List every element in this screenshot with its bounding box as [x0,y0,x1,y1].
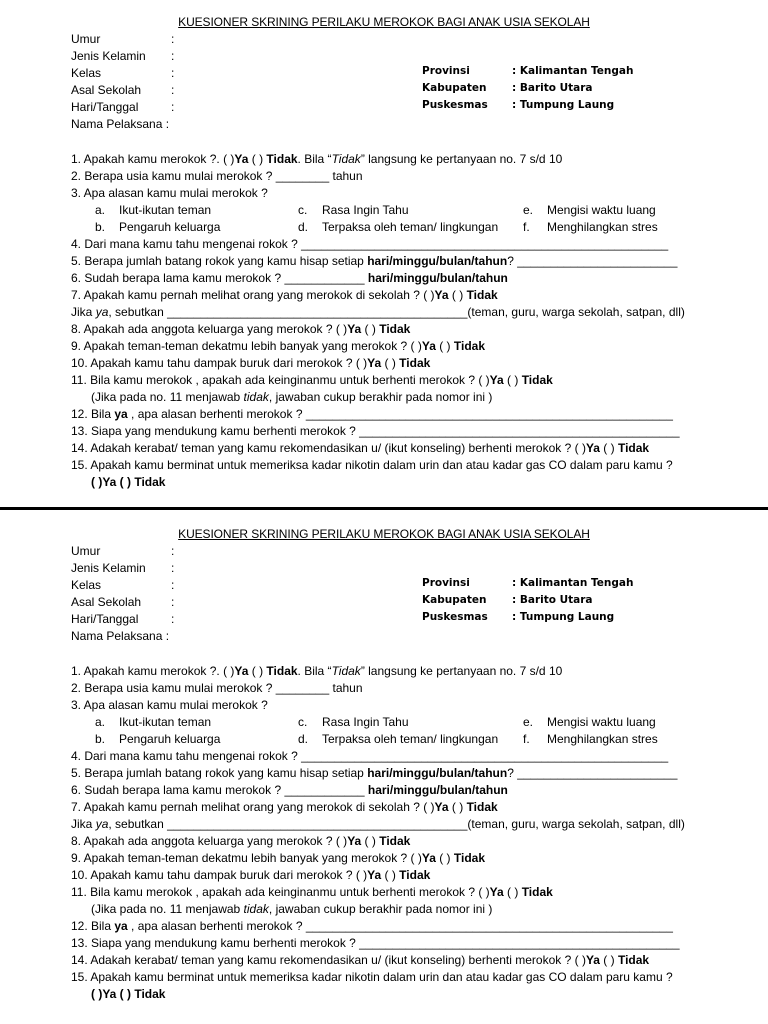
option-text: Rasa Ingin Tahu [322,203,409,217]
option-text: Ikut-ikutan teman [119,203,212,217]
q3-options-row-1 [71,714,751,731]
q10-text: 10. Apakah kamu tahu dampak buruk dari merokok ? ( ) [71,868,368,882]
q3-option-a[interactable] [95,202,211,219]
identity-row-nama-pelaksana [71,116,211,133]
q3-option-c[interactable] [298,714,409,731]
answer-ya[interactable]: Ya [421,339,436,353]
q7-sub-text: Jika [71,305,96,319]
q7-text: 7. Apakah kamu pernah melihat orang yang merokok di sekolah ? ( ) [71,288,435,302]
question-12[interactable] [71,918,751,935]
identity-colon: : [171,66,175,80]
q8-sep: ( ) [361,322,380,336]
q14-sep: ( ) [599,441,618,455]
question-6[interactable] [71,270,751,287]
question-2[interactable]: 2. Berapa usia kamu mulai merokok ? ________ tahun [71,681,363,695]
option-text: Ikut-ikutan teman [119,715,212,729]
q5-text: 5. Berapa jumlah batang rokok yang kamu hisap setiap [71,766,368,780]
q7-sub-italic: ya [95,305,109,319]
q15-sep: ( ) [116,987,135,1001]
answer-ya[interactable]: Ya [585,953,600,967]
region-row-puskesmas [422,97,742,114]
answer-tidak[interactable]: Tidak [134,475,166,489]
question-15-answer[interactable] [71,986,751,1003]
answer-ya[interactable]: Ya [367,868,382,882]
q9-text: 9. Apakah teman-teman dekatmu lebih banyak yang merokok ? ( ) [71,851,422,865]
q1-note-italic: Tidak [331,152,361,166]
question-11[interactable] [71,372,751,389]
answer-ya[interactable]: Ya [434,288,449,302]
answer-tidak[interactable]: Tidak [399,356,431,370]
answer-tidak[interactable]: Tidak [466,800,498,814]
q10-sep: ( ) [381,868,400,882]
answer-ya[interactable]: Ya [367,356,382,370]
region-label: Puskesmas [422,611,488,623]
q1-text: 1. Apakah kamu merokok ?. ( ) [71,152,235,166]
question-10[interactable] [71,867,751,884]
answer-ya[interactable]: Ya [102,987,117,1001]
identity-label: Kelas [71,578,102,592]
answer-tidak[interactable]: Tidak [617,953,650,967]
identity-row-kelas [71,577,211,594]
region-section [422,575,742,626]
q5-blank: ? ________________________ [507,766,678,780]
answer-tidak[interactable]: Tidak [466,288,498,302]
identity-label: Asal Sekolah [71,83,142,97]
identity-colon: : [171,612,175,626]
q3-option-f[interactable] [523,219,658,236]
q11-note-italic: tidak [243,390,269,404]
q5-unit: hari/minggu/bulan/tahun [367,254,508,268]
identity-colon: : [171,32,175,46]
q3-option-a[interactable] [95,714,211,731]
region-label: Provinsi [422,577,470,589]
q9-text: 9. Apakah teman-teman dekatmu lebih banyak yang merokok ? ( ) [71,339,422,353]
region-value: : Barito Utara [512,82,593,94]
answer-tidak[interactable]: Tidak [379,834,411,848]
region-value: : Barito Utara [512,594,593,606]
questions-section [71,663,751,1003]
answer-tidak[interactable]: Tidak [453,851,485,865]
q11-sep: ( ) [503,373,522,387]
option-letter: e. [523,203,534,217]
option-letter: b. [95,220,106,234]
q11-note-text: (Jika pada no. 11 menjawab [91,390,244,404]
q5-blank: ? ________________________ [507,254,678,268]
identity-colon: : [171,83,175,97]
option-text: Terpaksa oleh teman/ lingkungan [322,732,499,746]
identity-label: Hari/Tanggal [71,100,139,114]
q8-text: 8. Apakah ada anggota keluarga yang merokok ? ( ) [71,834,348,848]
option-letter: a. [95,203,106,217]
answer-ya[interactable]: Ya [234,152,249,166]
q11-note-end: , jawaban cukup berakhir pada nomor ini ) [268,390,493,404]
region-label: Provinsi [422,65,470,77]
option-text: Terpaksa oleh teman/ lingkungan [322,220,499,234]
q14-text: 14. Adakah kerabat/ teman yang kamu rekomendasikan u/ (ikut konseling) berhenti merokok ? ( ) [71,953,586,967]
identity-colon: : [171,100,175,114]
question-8[interactable] [71,321,751,338]
identity-row-umur [71,31,211,48]
answer-tidak[interactable]: Tidak [399,868,431,882]
q5-unit: hari/minggu/bulan/tahun [367,766,508,780]
q3-option-b[interactable] [95,219,220,236]
answer-ya[interactable]: Ya [489,885,504,899]
question-10[interactable] [71,355,751,372]
q1-sep: ( ) [248,152,267,166]
q3-options-row-2 [71,219,751,236]
question-8[interactable] [71,833,751,850]
identity-colon: : [171,578,175,592]
question-15: 15. Apakah kamu berminat untuk memeriksa kadar nikotin dalam urin dan atau kadar gas CO dalam paru kamu ? [71,970,673,984]
q7-sub-italic: ya [95,817,109,831]
identity-colon: : [171,544,175,558]
identity-row-umur [71,543,211,560]
q3-options-row-2 [71,731,751,748]
answer-tidak[interactable]: Tidak [617,441,650,455]
question-4[interactable]: 4. Dari mana kamu tahu mengenai rokok ? _______________________________________________________ [71,237,669,251]
region-row-provinsi [422,63,742,80]
option-letter: d. [298,732,309,746]
option-letter: b. [95,732,106,746]
q3-option-d[interactable] [298,219,498,236]
question-2[interactable]: 2. Berapa usia kamu mulai merokok ? ________ tahun [71,169,363,183]
identity-label: Hari/Tanggal [71,612,139,626]
q3-option-d[interactable] [298,731,498,748]
q1-text: 1. Apakah kamu merokok ?. ( ) [71,664,235,678]
question-9[interactable] [71,338,751,355]
answer-tidak[interactable]: Tidak [453,339,485,353]
q14-text: 14. Adakah kerabat/ teman yang kamu rekomendasikan u/ (ikut konseling) berhenti merokok ? ( ) [71,441,586,455]
answer-ya[interactable]: Ya [347,834,362,848]
option-text: Mengisi waktu luang [547,715,656,729]
q3-option-b[interactable] [95,731,220,748]
question-15-answer[interactable] [71,474,751,491]
option-letter: e. [523,715,534,729]
q11-note-end: , jawaban cukup berakhir pada nomor ini ) [268,902,493,916]
identity-colon: : [171,561,175,575]
identity-colon: : [171,49,175,63]
identity-label: Nama Pelaksana : [71,117,170,131]
question-7-sub[interactable] [71,816,751,833]
identity-row-hari-tanggal [71,99,211,116]
answer-ya[interactable]: Ya [489,373,504,387]
q12-ya: ya [114,919,128,933]
question-1[interactable] [71,151,751,168]
question-5[interactable] [71,765,751,782]
identity-row-nama-pelaksana [71,628,211,645]
q11-note-text: (Jika pada no. 11 menjawab [91,902,244,916]
q3-option-e[interactable] [523,202,656,219]
q8-text: 8. Apakah ada anggota keluarga yang merokok ? ( ) [71,322,348,336]
region-value: : Tumpung Laung [512,99,615,111]
question-7-sub[interactable] [71,304,751,321]
option-letter: f. [523,220,530,234]
question-9[interactable] [71,850,751,867]
region-row-kabupaten [422,80,742,97]
identity-label: Kelas [71,66,102,80]
q11-text: 11. Bila kamu merokok , apakah ada keinginanmu untuk berhenti merokok ? ( ) [71,885,490,899]
identity-label: Umur [71,544,101,558]
answer-tidak[interactable]: Tidak [266,152,298,166]
q1-note: . Bila “ [297,664,332,678]
q15-sep: ( ) [116,475,135,489]
q7-sep: ( ) [448,800,467,814]
q10-sep: ( ) [381,356,400,370]
region-row-puskesmas [422,609,742,626]
region-value: : Kalimantan Tengah [512,65,634,77]
question-11[interactable] [71,884,751,901]
q11-text: 11. Bila kamu merokok , apakah ada keinginanmu untuk berhenti merokok ? ( ) [71,373,490,387]
region-row-kabupaten [422,592,742,609]
question-5[interactable] [71,253,751,270]
option-text: Pengaruh keluarga [119,732,221,746]
question-13[interactable]: 13. Siapa yang mendukung kamu berhenti merokok ? ________________________________________________ [71,936,680,950]
identity-label: Umur [71,32,101,46]
identity-row-jenis-kelamin [71,560,211,577]
region-row-provinsi [422,575,742,592]
answer-tidak[interactable]: Tidak [379,322,411,336]
identity-colon: : [171,595,175,609]
q7-sep: ( ) [448,288,467,302]
identity-row-kelas [71,65,211,82]
identity-label: Jenis Kelamin [71,561,146,575]
identity-row-asal-sekolah [71,594,211,611]
form-divider [0,507,768,510]
answer-ya[interactable]: Ya [102,475,117,489]
region-section [422,63,742,114]
option-letter: c. [298,203,308,217]
questionnaire-form-2 [0,512,768,1012]
q7-text: 7. Apakah kamu pernah melihat orang yang merokok di sekolah ? ( ) [71,800,435,814]
option-letter: a. [95,715,106,729]
option-text: Menghilangkan stres [547,220,658,234]
answer-tidak[interactable]: Tidak [134,987,166,1001]
q7-sub-text: Jika [71,817,96,831]
question-12[interactable] [71,406,751,423]
question-6[interactable] [71,782,751,799]
q15-open: ( ) [91,987,103,1001]
q5-text: 5. Berapa jumlah batang rokok yang kamu hisap setiap [71,254,368,268]
identity-label: Nama Pelaksana : [71,629,170,643]
questionnaire-form-1 [0,0,768,500]
answer-ya[interactable]: Ya [421,851,436,865]
region-label: Puskesmas [422,99,488,111]
q6-unit: hari/minggu/bulan/tahun [367,783,508,797]
question-4[interactable]: 4. Dari mana kamu tahu mengenai rokok ? _______________________________________________________ [71,749,669,763]
q12-text: 12. Bila [71,919,115,933]
q12-blank: , apa alasan berhenti merokok ? _______________________________________________________ [127,407,673,421]
region-value: : Kalimantan Tengah [512,577,634,589]
region-value: : Tumpung Laung [512,611,615,623]
q14-sep: ( ) [599,953,618,967]
q12-text: 12. Bila [71,407,115,421]
option-text: Pengaruh keluarga [119,220,221,234]
question-14[interactable] [71,952,751,969]
q11-note-italic: tidak [243,902,269,916]
q6-text: 6. Sudah berapa lama kamu merokok ? ____________ [71,783,368,797]
q7-sub-blank: , sebutkan _____________________________________________(teman, guru, warga sekolah, satpan, dll) [108,817,685,831]
option-text: Mengisi waktu luang [547,203,656,217]
q1-note-end: ” langsung ke pertanyaan no. 7 s/d 10 [360,664,563,678]
q7-sub-blank: , sebutkan _____________________________________________(teman, guru, warga sekolah, satpan, dll) [108,305,685,319]
question-7[interactable] [71,287,751,304]
identity-section [71,31,211,133]
question-3: 3. Apa alasan kamu mulai merokok ? [71,186,268,200]
option-text: Menghilangkan stres [547,732,658,746]
option-letter: d. [298,220,309,234]
question-11-note [71,389,751,406]
identity-section [71,543,211,645]
form-title: KUESIONER SKRINING PERILAKU MEROKOK BAGI ANAK USIA SEKOLAH [178,15,590,29]
answer-ya[interactable]: Ya [347,322,362,336]
q1-note: . Bila “ [297,152,332,166]
q1-note-italic: Tidak [331,664,361,678]
question-11-note [71,901,751,918]
identity-label: Jenis Kelamin [71,49,146,63]
option-letter: c. [298,715,308,729]
region-label: Kabupaten [422,594,487,606]
q1-note-end: ” langsung ke pertanyaan no. 7 s/d 10 [360,152,563,166]
q9-sep: ( ) [435,851,454,865]
identity-row-asal-sekolah [71,82,211,99]
question-3: 3. Apa alasan kamu mulai merokok ? [71,698,268,712]
q3-option-c[interactable] [298,202,409,219]
answer-tidak[interactable]: Tidak [521,885,553,899]
q12-ya: ya [114,407,128,421]
question-15: 15. Apakah kamu berminat untuk memeriksa kadar nikotin dalam urin dan atau kadar gas CO dalam paru kamu ? [71,458,673,472]
answer-tidak[interactable]: Tidak [266,664,298,678]
q11-sep: ( ) [503,885,522,899]
option-text: Rasa Ingin Tahu [322,715,409,729]
question-7[interactable] [71,799,751,816]
q9-sep: ( ) [435,339,454,353]
form-title: KUESIONER SKRINING PERILAKU MEROKOK BAGI ANAK USIA SEKOLAH [178,527,590,541]
question-13[interactable]: 13. Siapa yang mendukung kamu berhenti merokok ? ________________________________________________ [71,424,680,438]
q15-open: ( ) [91,475,103,489]
identity-row-hari-tanggal [71,611,211,628]
q12-blank: , apa alasan berhenti merokok ? _______________________________________________________ [127,919,673,933]
option-letter: f. [523,732,530,746]
answer-tidak[interactable]: Tidak [521,373,553,387]
answer-ya[interactable]: Ya [585,441,600,455]
question-1[interactable] [71,663,751,680]
q6-unit: hari/minggu/bulan/tahun [367,271,508,285]
q3-option-f[interactable] [523,731,658,748]
identity-label: Asal Sekolah [71,595,142,609]
questions-section [71,151,751,491]
q3-options-row-1 [71,202,751,219]
question-14[interactable] [71,440,751,457]
q1-sep: ( ) [248,664,267,678]
q3-option-e[interactable] [523,714,656,731]
region-label: Kabupaten [422,82,487,94]
q10-text: 10. Apakah kamu tahu dampak buruk dari merokok ? ( ) [71,356,368,370]
answer-ya[interactable]: Ya [234,664,249,678]
q8-sep: ( ) [361,834,380,848]
identity-row-jenis-kelamin [71,48,211,65]
answer-ya[interactable]: Ya [434,800,449,814]
q6-text: 6. Sudah berapa lama kamu merokok ? ____________ [71,271,368,285]
